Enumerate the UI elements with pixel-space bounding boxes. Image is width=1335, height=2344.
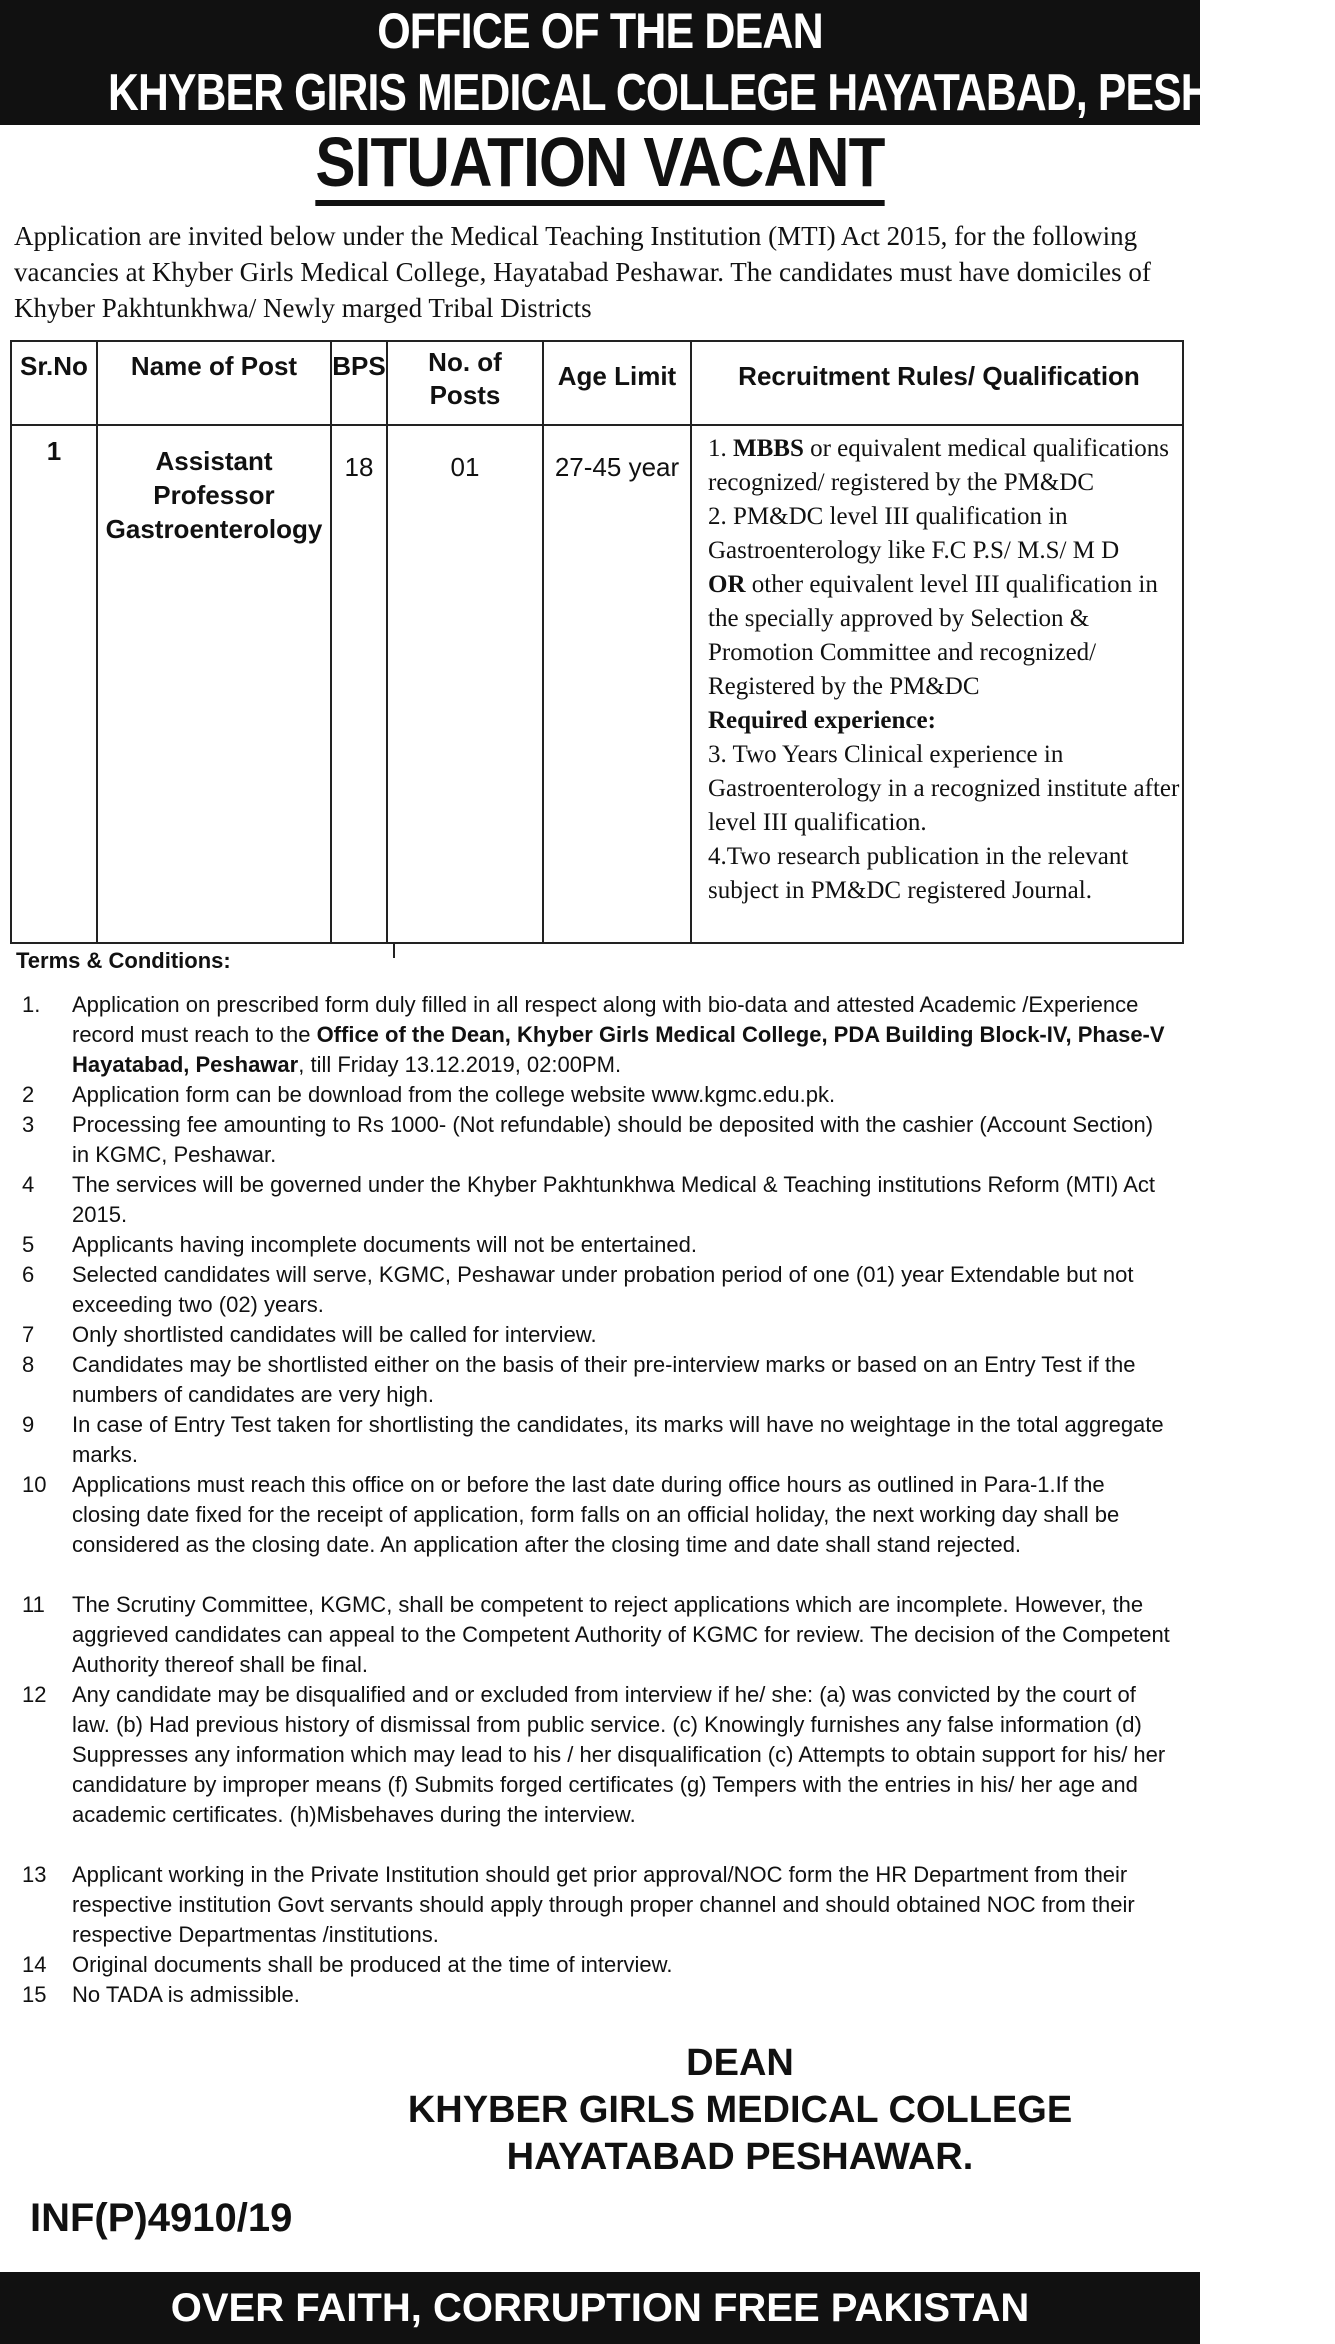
term-text: Applications must reach this office on or before the last date during office hours as outlined in Para-1.If the closing date fixed for the receipt of application, form falls on an official holiday, the next working day shall be considered as the closing date. An application after the closing time and date shall stand rejected. [72,1472,1120,1557]
reference-code: INF(P)4910/19 [30,2196,293,2240]
q1-prefix: 1. [708,435,733,462]
vacancy-table [10,340,1184,944]
table-divider [690,342,692,942]
term-number: 10 [22,1472,47,1497]
header-sr-no: Sr.No [20,351,88,381]
footer-slogan: OVER FAITH, CORRUPTION FREE PAKISTAN [0,2272,1200,2344]
intro-paragraph: Application are invited below under the Medical Teaching Institution (MTI) Act 2015, for the following vacancies at Khyber Girls Medical College, Hayatabad Peshawar. The candidates must have domiciles of Khyber Pakhtunkhwa/ Newly marged Tribal Districts [14,221,1151,323]
term-text: The Scrutiny Committee, KGMC, shall be competent to reject applications which are incomplete. However, the aggrieved candidates can appeal to the Competent Authority of KGMC for review. The decision of the Competent Authority thereof shall be final. [72,1592,1170,1677]
term-number: 1. [22,992,41,1017]
table-divider [542,342,544,942]
row-bps: 18 [344,452,374,482]
term-text-post: , till Friday 13.12.2019, 02:00PM. [298,1052,622,1077]
term-number: 8 [22,1352,35,1377]
qualification-1 [708,432,1180,500]
signature-location: HAYATABAD PESHAWAR. [506,2136,974,2178]
terms-heading: Terms & Conditions: [16,948,231,973]
term-number: 4 [22,1172,35,1197]
term-number: 5 [22,1232,35,1257]
qualification-2: 2. PM&DC level III qualification in Gastroenterology like F.C P.S/ M.S/ M D [708,503,1120,564]
term-number: 11 [22,1592,45,1617]
header-no-of-posts-line2: Posts [429,380,501,410]
term-text [72,990,1172,1080]
post-name-line: Assistant [155,446,273,476]
header-name-of-post: Name of Post [130,351,298,381]
table-divider [386,342,388,942]
term-text: Application form can be download from the college website www.kgmc.edu.pk. [72,1082,836,1107]
q1-bold: MBBS [733,435,804,462]
term-number: 14 [22,1952,47,1977]
term-number: 7 [22,1322,35,1347]
term-text: Candidates may be shortlisted either on the basis of their pre-interview marks or based on an Entry Test if the numbers of candidates are very high. [72,1352,1136,1407]
situation-vacant-heading: SITUATION VACANT [315,124,884,206]
page-title [0,122,1200,208]
row-qualifications [708,432,1180,908]
qualification-2-or [708,568,1180,704]
office-title: OFFICE OF THE DEAN [377,3,823,59]
signature-block [330,2040,1150,2181]
q2-rest: other equivalent level III qualification in the specially approved by Selection & Promotion Committee and recognized/ Registered by the PM&DC [708,571,1158,700]
table-divider [96,342,98,942]
term-number: 3 [22,1112,35,1137]
header-band [0,0,1335,125]
q2-or: OR [708,571,746,598]
qualification-3: 3. Two Years Clinical experience in Gastroenterology in a recognized institute after level III qualification. [708,741,1180,836]
header-recruitment-rules: Recruitment Rules/ Qualification [738,361,1140,391]
row-sr-no: 1 [46,436,62,466]
term-number: 2 [22,1082,35,1107]
term-number: 9 [22,1412,35,1437]
term-number: 12 [22,1682,47,1707]
table-stub-line [393,944,395,958]
term-text: Applicant working in the Private Institution should get prior approval/NOC form the HR Department from their respective institution Govt servants should apply through proper channel and should obtained NOC from their respective Departmentas /institutions. [72,1862,1135,1947]
header-bps: BPS [332,351,386,381]
signature-college: KHYBER GIRLS MEDICAL COLLEGE [407,2089,1073,2131]
required-experience-label: Required experience: [708,707,936,734]
term-text: Original documents shall be produced at the time of interview. [72,1952,673,1977]
table-header-divider [12,424,1182,426]
term-number: 13 [22,1862,47,1887]
college-title: KHYBER GIRIS MEDICAL COLLEGE HAYATABAD, PESHAWAR [108,64,1335,122]
row-age-limit: 27-45 year [554,452,680,482]
header-no-of-posts-line1: No. of [428,347,502,377]
term-text-bold: Office of the Dean, Khyber Girls Medical College, PDA Building Block-IV, Phase-V Hayatabad, Peshawar [72,1022,1165,1077]
header-age-limit: Age Limit [557,361,677,391]
q1-rest: or equivalent medical qualifications recognized/ registered by the PM&DC [708,435,1170,496]
term-text: Processing fee amounting to Rs 1000- (Not refundable) should be deposited with the cashier (Account Section) in KGMC, Peshawar. [72,1112,1154,1167]
post-name-line: Gastroenterology [105,514,323,544]
term-text: Any candidate may be disqualified and or excluded from interview if he/ she: (a) was convicted by the court of law. (b) Had previous history of dismissal from public service. (c) Knowingly furnishes any false information (d) Suppresses any information which may lead to his / her disqualification (c) Attempts to obtain support for his/ her candidature by improper means (f) Submits forged certificates (g) Tempers with the entries in his/ her age and academic certificates. (h)Misbehaves during the interview. [72,1682,1166,1827]
term-text: In case of Entry Test taken for shortlisting the candidates, its marks will have no weightage in the total aggregate marks. [72,1412,1164,1467]
header-no-of-posts [388,346,542,412]
qualification-4: 4.Two research publication in the relevant subject in PM&DC registered Journal. [708,843,1129,904]
term-number: 15 [22,1982,47,2007]
term-text-pre: Application on prescribed form duly filled in all respect along with bio-data and attested Academic /Experience record must reach to the [72,992,1139,1047]
term-text: Only shortlisted candidates will be called for interview. [72,1322,597,1347]
signature-title: DEAN [686,2042,794,2084]
row-post-name [98,444,330,546]
row-no-of-posts: 01 [450,452,480,482]
term-text: Selected candidates will serve, KGMC, Peshawar under probation period of one (01) year Extendable but not exceeding two (02) years. [72,1262,1134,1317]
table-divider [330,342,332,942]
term-text: Applicants having incomplete documents will not be entertained. [72,1232,697,1257]
post-name-line: Professor [153,480,275,510]
term-text: The services will be governed under the Khyber Pakhtunkhwa Medical & Teaching institutions Reform (MTI) Act 2015. [72,1172,1155,1227]
term-number: 6 [22,1262,35,1287]
term-text: No TADA is admissible. [72,1982,300,2007]
